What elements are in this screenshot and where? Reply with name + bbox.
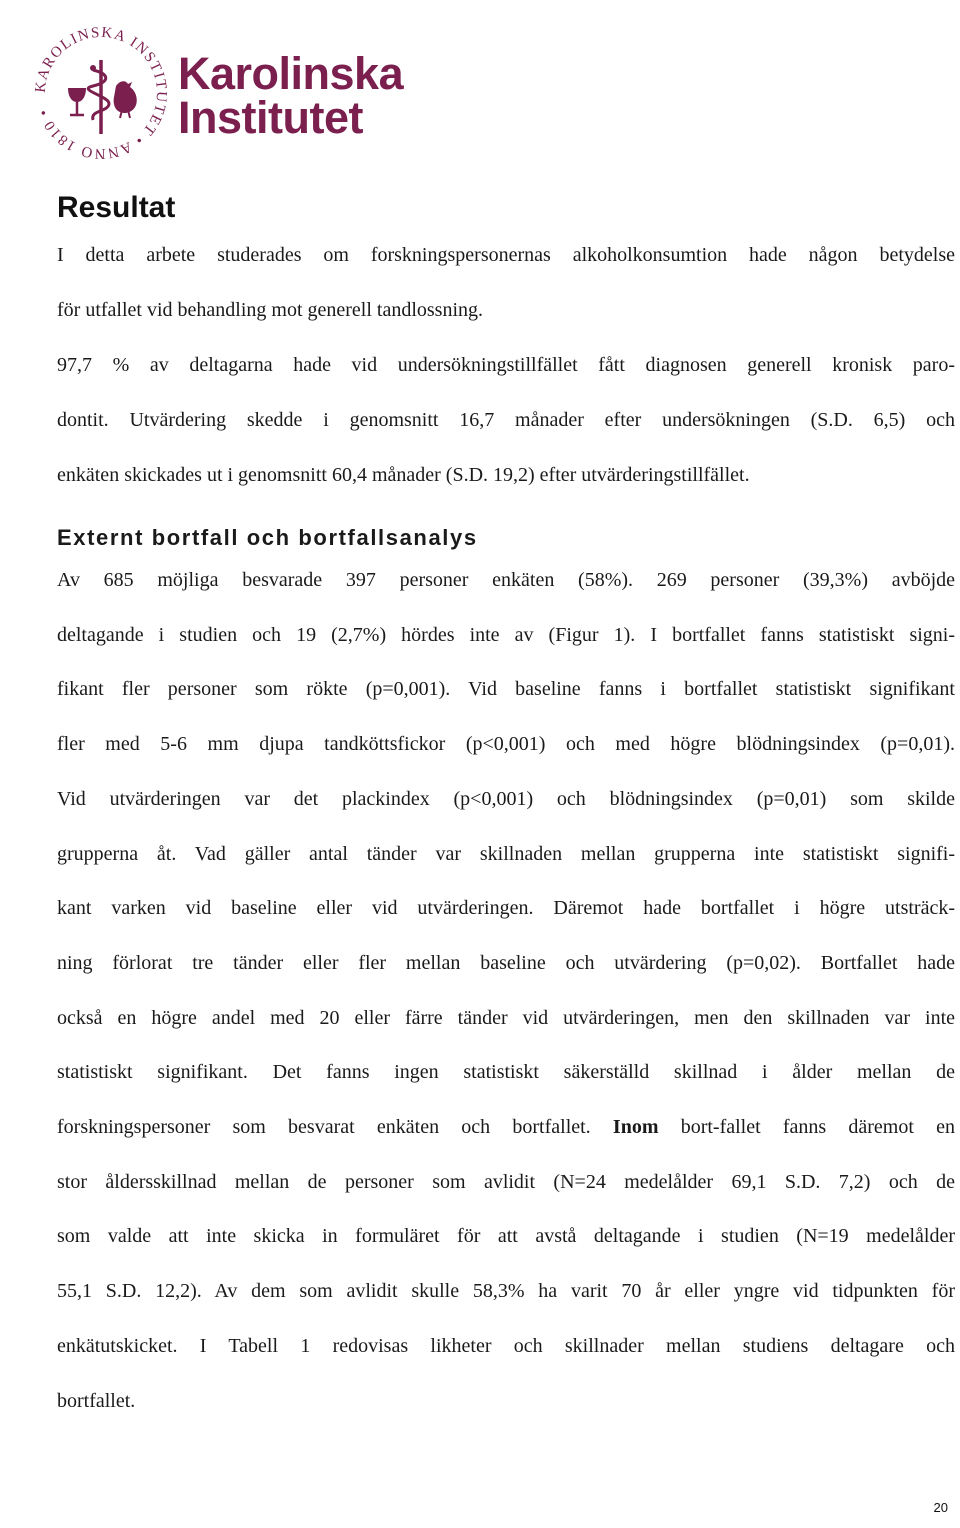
wordmark-line-2: Institutet	[178, 92, 363, 143]
text-line: Vid utvärderingen var det plackindex (p<0,001) och blödningsindex (p=0,01) som skilde	[57, 787, 955, 810]
bortfall-paragraph	[57, 553, 955, 1428]
text-line	[57, 1100, 955, 1155]
section-heading-bortfall: Externt bortfall och bortfallsanalys	[57, 525, 478, 550]
text-line: I detta arbete studerades om forskningspersonernas alkoholkonsumtion hade någon betydelse	[57, 244, 955, 266]
wordmark-line-1: Karolinska	[178, 48, 404, 99]
text-line: ning förlorat tre tänder eller fler mellan baseline och utvärdering (p=0,02). Bortfallet hade	[57, 951, 955, 974]
resultat-paragraph	[57, 228, 955, 503]
text-line: som valde att inte skicka in formuläret för att avstå deltagande i studien (N=19 medelålder	[57, 1225, 955, 1248]
bold-word: Inom	[612, 1116, 659, 1139]
text-line: stor åldersskillnad mellan de personer som avlidit (N=24 medelålder 69,1 S.D. 7,2) och de	[57, 1170, 955, 1193]
text-line: för utfallet vid behandling mot generell tandlossning.	[57, 299, 484, 321]
seal-icon	[30, 22, 172, 164]
text-line: 97,7 % av deltagarna hade vid undersökningstillfället fått diagnosen generell kronisk paro-	[57, 354, 955, 376]
text-line: fikant fler personer som rökte (p=0,001). Vid baseline fanns i bortfallet statistiskt signifikant	[57, 678, 955, 701]
karolinska-logo	[30, 22, 404, 164]
svg-text:KAROLINSKA INSTITUTET • ANNO 1: KAROLINSKA INSTITUTET • ANNO 1810 •	[32, 24, 170, 162]
logo-wordmark	[178, 48, 404, 143]
text-segment: forskningspersoner som besvarat enkäten och bortfallet.	[57, 1116, 613, 1139]
text-line: enkäten skickades ut i genomsnitt 60,4 månader (S.D. 19,2) efter utvärderingstillfället.	[57, 464, 750, 486]
page-number: 20	[933, 1500, 948, 1515]
text-line: också en högre andel med 20 eller färre tänder vid utvärderingen, men den skillnaden var inte	[57, 1006, 955, 1029]
text-line: kant varken vid baseline eller vid utvärderingen. Däremot hade bortfallet i högre utsträck-	[57, 897, 955, 920]
text-line: dontit. Utvärdering skedde i genomsnitt 16,7 månader efter undersökningen (S.D. 6,5) och	[57, 409, 955, 431]
text-line: fler med 5-6 mm djupa tandköttsfickor (p<0,001) och med högre blödningsindex (p=0,01).	[57, 733, 955, 756]
text-line: Av 685 möjliga besvarade 397 personer enkäten (58%). 269 personer (39,3%) avböjde	[57, 569, 955, 591]
page-content	[57, 188, 955, 1428]
text-line: 55,1 S.D. 12,2). Av dem som avlidit skulle 58,3% ha varit 70 år eller yngre vid tidpunkten för	[57, 1280, 955, 1303]
text-line: statistiskt signifikant. Det fanns ingen statistiskt säkerställd skillnad i ålder mellan de	[57, 1061, 955, 1084]
text-line: grupperna åt. Vad gäller antal tänder var skillnaden mellan grupperna inte statistiskt signifi-	[57, 842, 955, 865]
section-heading-resultat: Resultat	[57, 191, 176, 224]
text-line: bortfallet.	[57, 1389, 136, 1412]
text-line: deltagande i studien och 19 (2,7%) hördes inte av (Figur 1). I bortfallet fanns statistiskt signi-	[57, 623, 955, 646]
text-line: enkätutskicket. I Tabell 1 redovisas likheter och skillnader mellan studiens deltagare och	[57, 1334, 955, 1357]
text-segment: bort-fallet fanns däremot en	[658, 1116, 956, 1139]
